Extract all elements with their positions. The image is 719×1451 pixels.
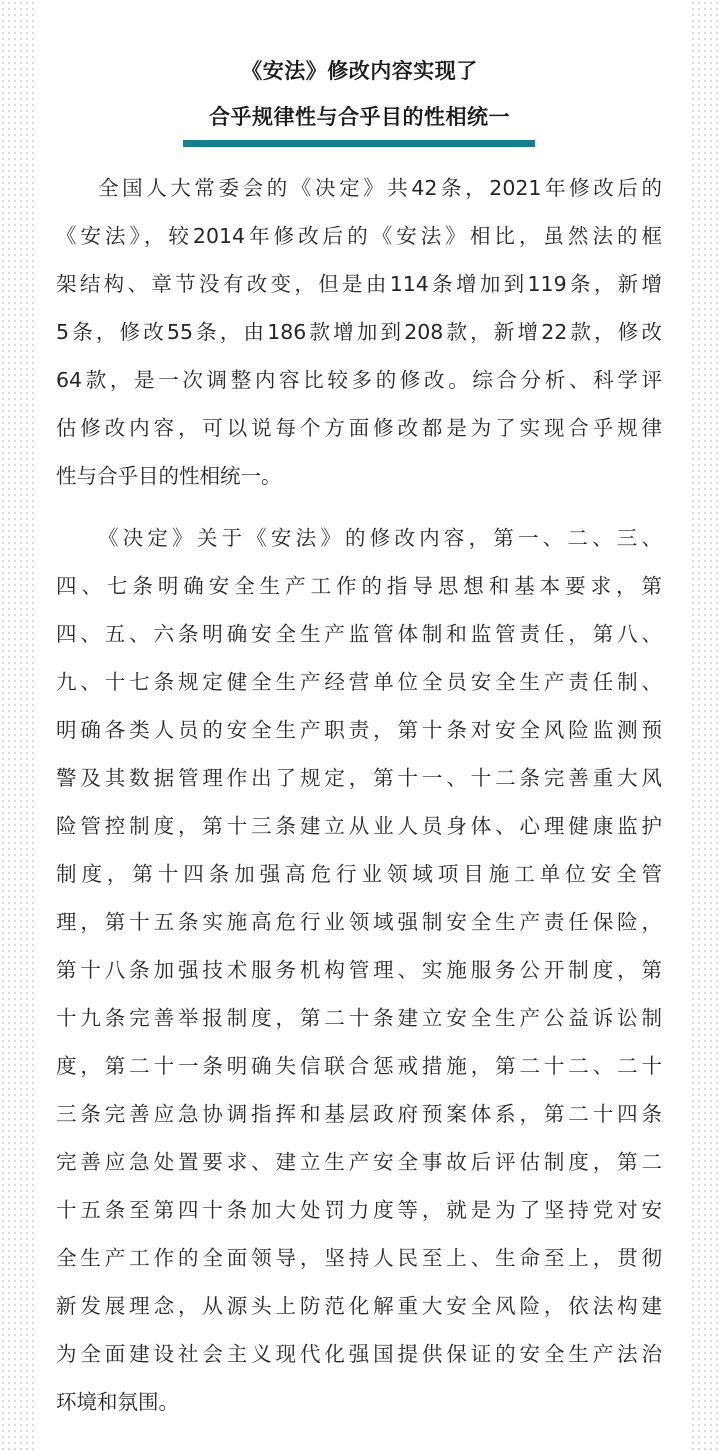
paragraph-line: 完善应急处置要求、建立生产安全事故后评估制度，第二 <box>56 1150 662 1174</box>
article-title-line-1: 《安法》修改内容实现了 <box>241 59 478 83</box>
paragraph-line: 警及其数据管理作出了规定，第十一、十二条完善重大风 <box>56 766 662 790</box>
paragraph-line: 三条完善应急协调指挥和基层政府预案体系，第二十四条 <box>56 1102 662 1126</box>
paragraph-line: 《决定》关于《安法》的修改内容，第一、二、三、 <box>98 526 662 550</box>
paragraph-line: 十九条完善举报制度，第二十条建立安全生产公益诉讼制 <box>56 1006 662 1030</box>
paragraph-line: 5条，修改55条，由186款增加到208款，新增22款，修改 <box>56 320 662 344</box>
title-underline-bar <box>183 140 535 147</box>
paragraph-line: 制度，第十四条加强高危行业领域项目施工单位安全管 <box>56 862 662 886</box>
paragraph-line: 第十八条加强技术服务机构管理、实施服务公开制度，第 <box>56 958 662 982</box>
paragraph-line: 度，第二十一条明确失信联合惩戒措施，第二十二、二十 <box>56 1054 662 1078</box>
paragraph-line: 64款，是一次调整内容比较多的修改。综合分析、科学评 <box>56 368 662 392</box>
paragraph-line: 为全面建设社会主义现代化强国提供保证的安全生产法治 <box>56 1342 662 1366</box>
paragraph-line: 全国人大常委会的《决定》共42条，2021年修改后的 <box>98 176 662 200</box>
paragraph-line: 理，第十五条实施高危行业领域强制安全生产责任保险， <box>56 910 662 934</box>
paragraph-line: 九、十七条规定健全生产经营单位全员安全生产责任制、 <box>56 670 662 694</box>
paragraph-line: 估修改内容，可以说每个方面修改都是为了实现合乎规律 <box>56 416 662 440</box>
paragraph-line: 明确各类人员的安全生产职责，第十条对安全风险监测预 <box>56 718 662 742</box>
paragraph-line: 十五条至第四十条加大处罚力度等，就是为了坚持党对安 <box>56 1198 662 1222</box>
article-title-line-2: 合乎规律性与合乎目的性相统一 <box>209 105 510 129</box>
paragraph-line: 环境和氛围。 <box>56 1390 179 1414</box>
paragraph-line: 四、五、六条明确安全生产监管体制和监管责任，第八、 <box>56 622 662 646</box>
paragraph-line: 性与合乎目的性相统一。 <box>56 464 282 488</box>
paragraph-line: 架结构、章节没有改变，但是由114条增加到119条，新增 <box>56 272 662 296</box>
paragraph-line: 《安法》，较2014年修改后的《安法》相比，虽然法的框 <box>56 224 662 248</box>
paragraph-line: 四、七条明确安全生产工作的指导思想和基本要求，第 <box>56 574 662 598</box>
paragraph-line: 新发展理念，从源头上防范化解重大安全风险，依法构建 <box>56 1294 662 1318</box>
paragraph-line: 险管控制度，第十三条建立从业人员身体、心理健康监护 <box>56 814 662 838</box>
paragraph-line: 全生产工作的全面领导，坚持人民至上、生命至上，贯彻 <box>56 1246 662 1270</box>
